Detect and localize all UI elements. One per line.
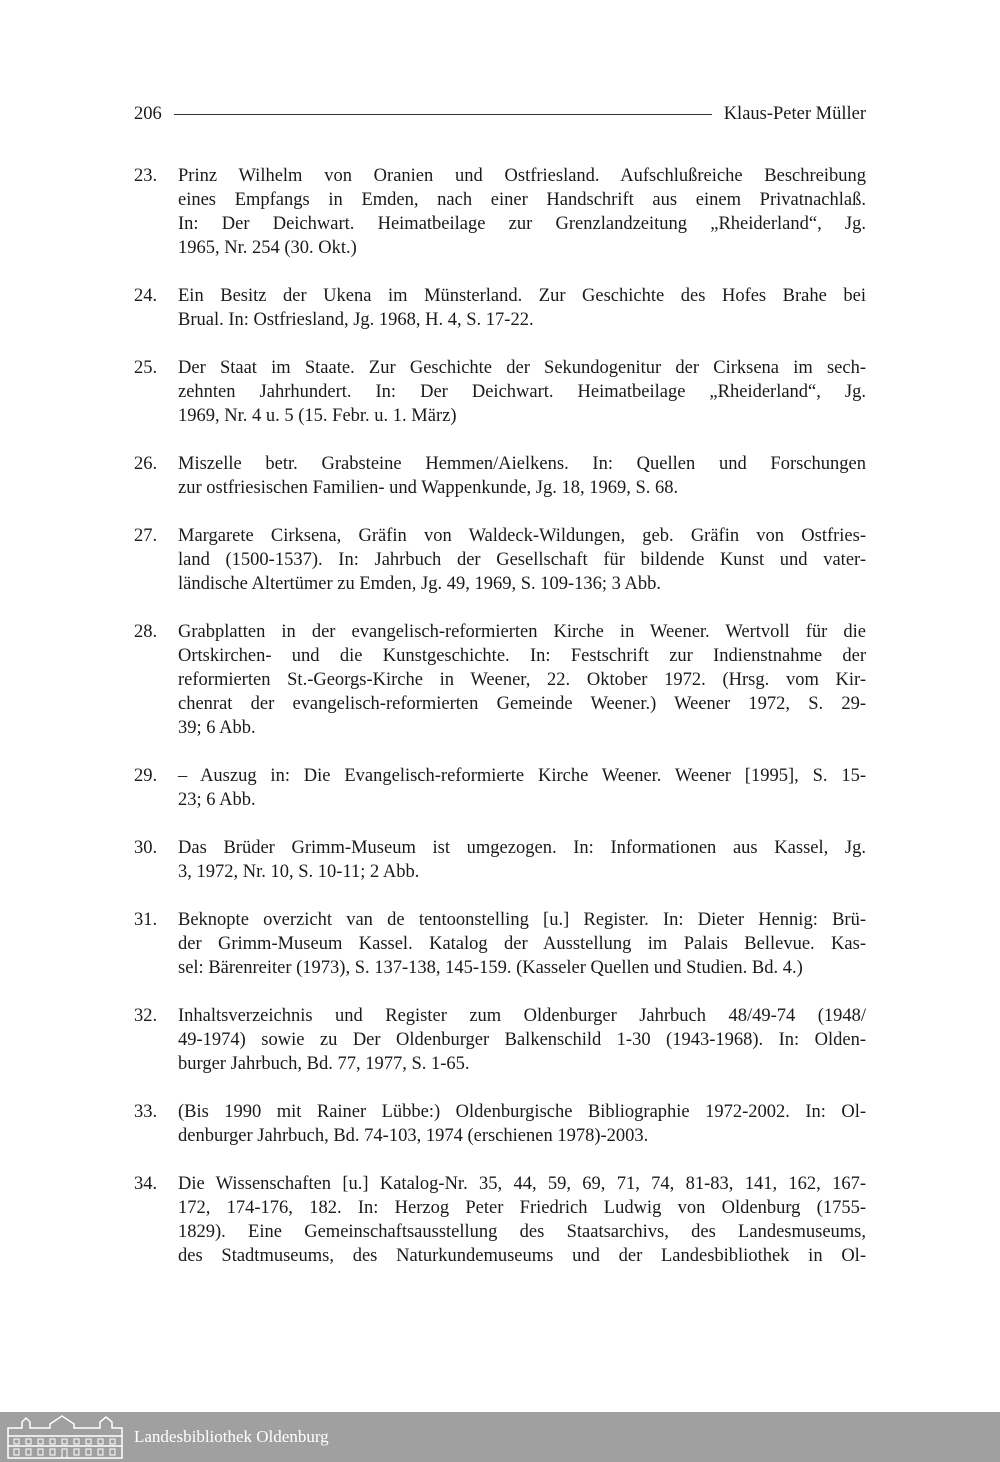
entry-number: 26. — [134, 454, 158, 474]
entry-line: des Stadtmuseums, des Naturkundemuseums und der Landesbibliothek in Ol- — [178, 1246, 866, 1266]
header-rule — [174, 114, 712, 115]
entry-number: 34. — [134, 1174, 158, 1194]
bibliography-entry — [134, 284, 866, 332]
entry-text — [178, 1100, 866, 1148]
entry-text — [178, 452, 866, 500]
entry-text — [178, 836, 866, 884]
entry-line: Margarete Cirksena, Gräfin von Waldeck-Wildungen, geb. Gräfin von Ostfries- — [178, 526, 866, 546]
entry-line: – Auszug in: Die Evangelisch-reformierte Kirche Weener. Weener [1995], S. 15- — [178, 766, 866, 786]
entry-line: 1965, Nr. 254 (30. Okt.) — [178, 238, 357, 258]
entry-number: 25. — [134, 358, 158, 378]
entry-line: burger Jahrbuch, Bd. 77, 1977, S. 1-65. — [178, 1054, 470, 1074]
bibliography-entry — [134, 452, 866, 500]
entry-line: Ortskirchen- und die Kunstgeschichte. In: Festschrift zur Indienstnahme der — [178, 646, 866, 666]
entry-text — [178, 1004, 866, 1076]
library-footer-banner — [0, 1412, 1000, 1462]
running-head-author: Klaus-Peter Müller — [723, 103, 866, 124]
entry-line: Prinz Wilhelm von Oranien und Ostfriesland. Aufschlußreiche Beschreibung — [178, 166, 866, 186]
bibliography-entry — [134, 524, 866, 596]
entry-line: chenrat der evangelisch-reformierten Gemeinde Weener.) Weener 1972, S. 29- — [178, 694, 866, 714]
entry-line: land (1500-1537). In: Jahrbuch der Gesellschaft für bildende Kunst und vater- — [178, 550, 866, 570]
entry-text — [178, 764, 866, 812]
entry-text — [178, 284, 866, 332]
page-number: 206 — [134, 103, 162, 124]
bibliography-entry — [134, 164, 866, 260]
entry-line: Miszelle betr. Grabsteine Hemmen/Aielkens. In: Quellen und Forschungen — [178, 454, 866, 474]
entry-line: denburger Jahrbuch, Bd. 74-103, 1974 (erschienen 1978)-2003. — [178, 1126, 649, 1146]
entry-line: Grabplatten in der evangelisch-reformierten Kirche in Weener. Wertvoll für die — [178, 622, 866, 642]
entry-line: Der Staat im Staate. Zur Geschichte der Sekundogenitur der Cirksena im sech- — [178, 358, 866, 378]
entry-line: zur ostfriesischen Familien- und Wappenkunde, Jg. 18, 1969, S. 68. — [178, 478, 679, 498]
library-building-logo-icon — [4, 1414, 126, 1460]
bibliography-entry — [134, 620, 866, 740]
entry-line: 23; 6 Abb. — [178, 790, 256, 810]
entry-line: Ein Besitz der Ukena im Münsterland. Zur Geschichte des Hofes Brahe bei — [178, 286, 866, 306]
entry-text — [178, 356, 866, 428]
entry-line: 1969, Nr. 4 u. 5 (15. Febr. u. 1. März) — [178, 406, 457, 426]
entry-line: sel: Bärenreiter (1973), S. 137-138, 145-159. (Kasseler Quellen und Studien. Bd. 4.) — [178, 958, 803, 978]
entry-line: reformierten St.-Georgs-Kirche in Weener, 22. Oktober 1972. (Hrsg. vom Kir- — [178, 670, 866, 690]
entry-line: ländische Altertümer zu Emden, Jg. 49, 1969, S. 109-136; 3 Abb. — [178, 574, 661, 594]
entry-number: 30. — [134, 838, 158, 858]
entry-line: Beknopte overzicht van de tentoonstelling [u.] Register. In: Dieter Hennig: Brü- — [178, 910, 866, 930]
bibliography-entry — [134, 764, 866, 812]
running-header — [134, 102, 866, 126]
bibliography-entry — [134, 836, 866, 884]
entry-line: Brual. In: Ostfriesland, Jg. 1968, H. 4, S. 17-22. — [178, 310, 534, 330]
bibliography-entry — [134, 1100, 866, 1148]
library-name: Landesbibliothek Oldenburg — [134, 1427, 329, 1446]
entry-line: 3, 1972, Nr. 10, S. 10-11; 2 Abb. — [178, 862, 420, 882]
entry-number: 28. — [134, 622, 158, 642]
bibliography-entry — [134, 908, 866, 980]
entry-number: 29. — [134, 766, 158, 786]
entry-text — [178, 164, 866, 260]
entry-number: 33. — [134, 1102, 158, 1122]
entry-line: 1829). Eine Gemeinschaftsausstellung des Staatsarchivs, des Landesmuseums, — [178, 1222, 866, 1242]
entry-line: 172, 174-176, 182. In: Herzog Peter Friedrich Ludwig von Oldenburg (1755- — [178, 1198, 866, 1218]
entry-number: 27. — [134, 526, 158, 546]
entry-number: 23. — [134, 166, 158, 186]
entry-line: 39; 6 Abb. — [178, 718, 256, 738]
entry-line: In: Der Deichwart. Heimatbeilage zur Grenzlandzeitung „Rheiderland“, Jg. — [178, 214, 866, 234]
entry-text — [178, 1172, 866, 1268]
entry-text — [178, 908, 866, 980]
entry-line: Inhaltsverzeichnis und Register zum Oldenburger Jahrbuch 48/49-74 (1948/ — [178, 1006, 866, 1026]
bibliography-entry — [134, 356, 866, 428]
entry-line: Das Brüder Grimm-Museum ist umgezogen. In: Informationen aus Kassel, Jg. — [178, 838, 866, 858]
entry-number: 31. — [134, 910, 158, 930]
entry-line: (Bis 1990 mit Rainer Lübbe:) Oldenburgische Bibliographie 1972-2002. In: Ol- — [178, 1102, 866, 1122]
entry-line: 49-1974) sowie zu Der Oldenburger Balkenschild 1-30 (1943-1968). In: Olden- — [178, 1030, 866, 1050]
entry-text — [178, 620, 866, 740]
entry-line: Die Wissenschaften [u.] Katalog-Nr. 35, 44, 59, 69, 71, 74, 81-83, 141, 162, 167- — [178, 1174, 866, 1194]
entry-number: 24. — [134, 286, 158, 306]
entry-number: 32. — [134, 1006, 158, 1026]
entry-line: zehnten Jahrhundert. In: Der Deichwart. Heimatbeilage „Rheiderland“, Jg. — [178, 382, 866, 402]
bibliography-entry — [134, 1172, 866, 1268]
entry-text — [178, 524, 866, 596]
entry-line: eines Empfangs in Emden, nach einer Handschrift aus einem Privatnachlaß. — [178, 190, 866, 210]
entry-line: der Grimm-Museum Kassel. Katalog der Ausstellung im Palais Bellevue. Kas- — [178, 934, 866, 954]
bibliography-list — [134, 164, 866, 1292]
bibliography-entry — [134, 1004, 866, 1076]
